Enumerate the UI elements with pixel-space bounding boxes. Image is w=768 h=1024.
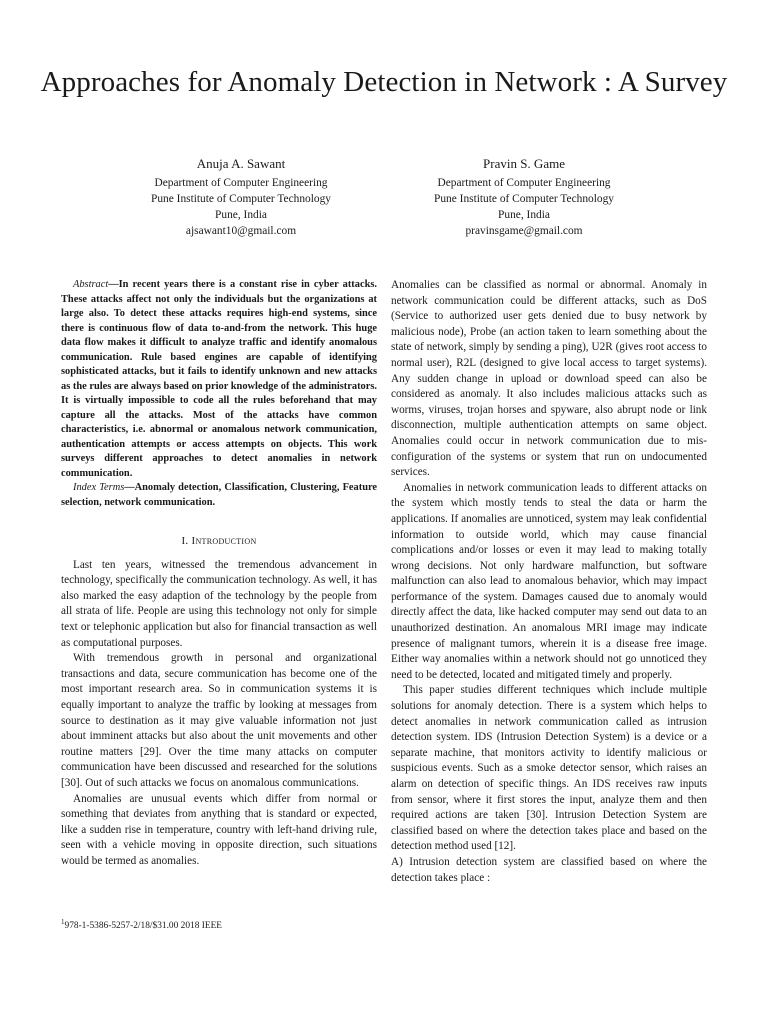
footnote-text: 978-1-5386-5257-2/18/$31.00 2018 IEEE: [64, 921, 223, 932]
author-block-1: [91, 155, 391, 239]
section-title: Introduction: [191, 535, 257, 547]
index-terms-label: Index Terms: [73, 482, 125, 493]
body-paragraph: This paper studies different techniques which include multiple solutions for anomaly detection. There is a system which helps to detect anomalies in network communication called as intrusion detection system. IDS (Intrusion Detection System) is a device or a separate machine, that monitors activity to identify malicious or suspicious events. Such as a smoke detector sensor, which raises an alarm on detection of specific things. An IDS receives raw inputs from sensor, where it first stores the input, analyze them and then required actions are taken [30]. Intrusion Detection System are classified based on where the detection takes place and based on the detection method used [12].: [391, 684, 707, 853]
author-name: Pravin S. Game: [483, 156, 565, 171]
author-department: Department of Computer Engineering: [437, 177, 611, 189]
abstract-label: Abstract: [73, 279, 109, 290]
author-institute: Pune Institute of Computer Technology: [434, 193, 614, 205]
body-paragraph: Anomalies can be classified as normal or abnormal. Anomaly in network communication could be different attacks, such as DoS (Service to authorized user gets denied due to busy network by malicious node), Probe (an action taken to learn something about the state of network, simply by sending a ping), U2R (gives root access to normal user), R2L (designed to give local access to target systems). Any sudden change in upload or download speed can also be considered as anomaly. It also includes malicious attacks such as worms, viruses, trojan horses and spyware, also abrupt node or link disconnection, multiple authentication attempts on same object. Anomalies could occur in network communication due to mis-configuration of the systems or system that run on undocumented services.: [391, 279, 707, 479]
section-number: I.: [181, 535, 189, 547]
section-heading: [61, 534, 377, 550]
body-paragraph: Last ten years, witnessed the tremendous advancement in technology, specifically the communication technology. As well, it has also marked the easy adaption of the technology by the people from all strata of life. People are using this technology not only for simple text or telephonic application but also for financial transaction as well as computational purposes.: [61, 558, 377, 649]
body-paragraph: Anomalies are unusual events which differ from normal or something that deviates from anything that is standard or expected, like a sudden rise in temperature, country with left-hand driving rule, seen with a vehicle moving in opposite direction, such situations would be termed as anomalies.: [61, 792, 377, 867]
footnote-mark: 1: [61, 918, 65, 926]
index-terms-text: —Anomaly detection, Classification, Clustering, Feature selection, network communication.: [61, 482, 378, 508]
author-email: pravinsgame@gmail.com: [465, 225, 583, 237]
author-department: Department of Computer Engineering: [154, 177, 328, 189]
abstract: [61, 278, 377, 481]
abstract-text: —In recent years there is a constant rise in cyber attacks. These attacks affect not only the individuals but the organizations at large also. To detect these attacks requires high-end systems, since there is continuous flow of data to-and-from the network. This huge data flow makes it difficult to analyze traffic and identify anomalous communication. Rule based engines are capable of identifying sophisticated attacks, but it fails to identify unknown and new attacks as the rules are always based on prior knowledge of the administrators. It is virtually impossible to code all the rules beforehand that may capture all the attacks. Most of the attacks have common characteristics, i.e. abnormal or anomalous network communication, authentication attempts or access attempts on objects. This work surveys different approaches to detect anomalies in network communication.: [61, 279, 377, 479]
author-institute: Pune Institute of Computer Technology: [151, 193, 331, 205]
author-location: Pune, India: [215, 209, 267, 221]
right-column: [391, 278, 707, 886]
footnote: [61, 916, 222, 932]
index-terms: [61, 481, 377, 510]
body-paragraph: Anomalies in network communication leads to different attacks on the system which mostly tends to steal the data or harm the applications. If anomalies are unnoticed, system may leak confidential information to outside world, which may cause financial complications and/or losses or even it may lead to making totally wrong decisions. Not only hardware malfunction, but software malfunction can also lead to anomalous behavior, which may impact performance of the system. Damages caused due to anomaly would directly affect the data, like hacked computer may send out data to an unauthorized destination. An anomalous MRI image may indicate presence of malignant tumors, wherein it is a disease free image. Either way anomalies within a network should not go unnoticed they need to be detected, located and mitigated timely and properly.: [391, 481, 707, 681]
author-name: Anuja A. Sawant: [196, 156, 286, 171]
body-paragraph: With tremendous growth in personal and organizational transactions and data, secure communication has become one of the most important research area. So in communication systems it is equally important to analyze the traffic by looking at messages from source to destination as it may give valuable information not just about imminent attacks but also about the unit movements and other routine matters [29]. Over the time many attacks on computer communication have been discussed and researched for the solutions [30]. Out of such attacks we focus on anomalous communications.: [61, 652, 377, 789]
author-block-2: [374, 155, 674, 239]
left-column: [61, 278, 377, 869]
author-location: Pune, India: [498, 209, 550, 221]
list-item: A) Intrusion detection system are classified based on where the detection takes place :: [391, 855, 707, 884]
author-email: ajsawant10@gmail.com: [185, 225, 297, 237]
paper-title: Approaches for Anomaly Detection in Network : A Survey: [40, 66, 728, 98]
